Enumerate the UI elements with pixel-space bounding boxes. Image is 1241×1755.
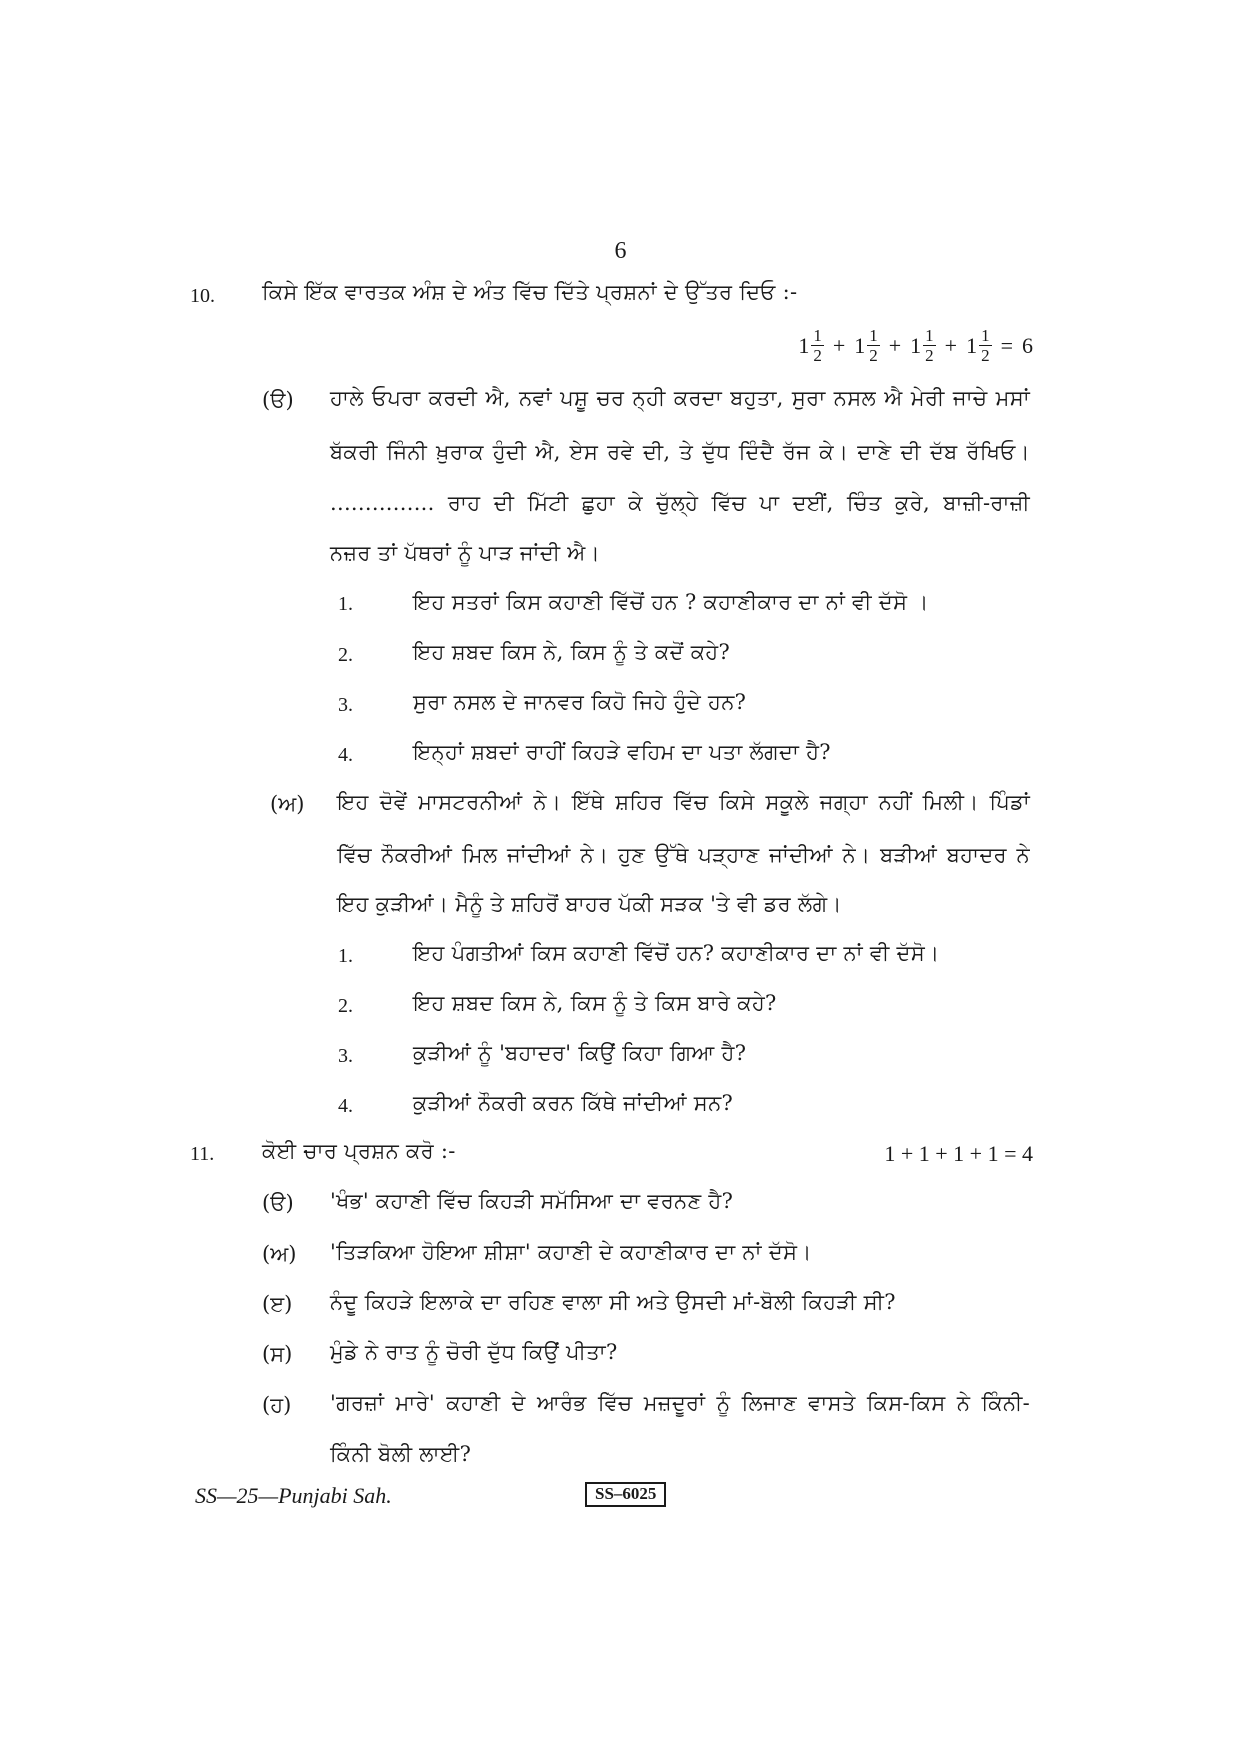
question-11-number: 11. [190, 1143, 215, 1165]
q11-item-e-text: 'ਗਰਜ਼ਾਂ ਮਾਰੇ' ਕਹਾਣੀ ਦੇ ਆਰੰਭ ਵਿੱਚ ਮਜ਼ਦੂਰਾਂ ਨੂੰ ਲਿਜਾਣ ਵਾਸਤੇ ਕਿਸ-ਕਿਸ ਨੇ ਕਿੰਨੀ- [330, 1391, 1030, 1415]
question-10-instruction: ਕਿਸੇ ਇੱਕ ਵਾਰਤਕ ਅੰਸ਼ ਦੇ ਅੰਤ ਵਿੱਚ ਦਿੱਤੇ ਪ੍ਰਸ਼ਨਾਂ ਦੇ ਉੱਤਰ ਦਿਓ :- [262, 280, 798, 304]
passage-b-line-2: ਵਿੱਚ ਨੌਕਰੀਆਂ ਮਿਲ ਜਾਂਦੀਆਂ ਨੇ। ਹੁਣ ਉੱਥੇ ਪੜ੍ਹਾਣ ਜਾਂਦੀਆਂ ਨੇ। ਬੜੀਆਂ ਬਹਾਦਰ ਨੇ [337, 843, 1030, 867]
q11-item-a-text: 'ਖੰਭ' ਕਹਾਣੀ ਵਿੱਚ ਕਿਹੜੀ ਸਮੱਸਿਆ ਦਾ ਵਰਨਣ ਹੈ? [330, 1189, 734, 1213]
q11-item-b-label: (ਅ) [262, 1242, 297, 1266]
footer-code-box: SS–6025 [585, 1482, 666, 1507]
q11-item-e-label: (ਹ) [262, 1393, 292, 1417]
part-a-q4-text: ਇਨ੍ਹਾਂ ਸ਼ਬਦਾਂ ਰਾਹੀਂ ਕਿਹੜੇ ਵਹਿਮ ਦਾ ਪਤਾ ਲੱਗਦਾ ਹੈ? [413, 740, 831, 764]
passage-a-line-1: ਹਾਲੇ ਓਪਰਾ ਕਰਦੀ ਐ, ਨਵਾਂ ਪਸ਼ੂ ਚਰ ਨ੍ਹੀ ਕਰਦਾ ਬਹੁਤਾ, ਸੁਰਾ ਨਸਲ ਐ ਮੇਰੀ ਜਾਚੇ ਮਸਾਂ [330, 386, 1030, 410]
part-a-label: (ੳ) [262, 388, 294, 412]
mixed-fraction: 1 $\frac{1}{2}$ [798, 326, 822, 365]
q11-item-d-label: (ਸ) [262, 1342, 293, 1366]
passage-a-line-2: ਬੱਕਰੀ ਜਿੰਨੀ ਖ਼ੁਰਾਕ ਹੁੰਦੀ ਐ, ਏਸ ਰਵੇ ਦੀ, ਤੇ ਦੁੱਧ ਦਿੰਦੈ ਰੱਜ ਕੇ। ਦਾਣੇ ਦੀ ਦੱਬ ਰੱਖਿਓ। [330, 440, 1030, 464]
part-a-q1-number: 1. [338, 593, 353, 615]
part-a-q3-text: ਸੁਰਾ ਨਸਲ ਦੇ ਜਾਨਵਰ ਕਿਹੋ ਜਿਹੇ ਹੁੰਦੇ ਹਨ? [413, 690, 747, 714]
mixed-fraction: 1 $\frac{1}{2}$ [854, 326, 878, 365]
part-b-q2-number: 2. [338, 995, 353, 1017]
question-10-marks: 1 $\frac{1}{2}$ + 1 $\frac{1}{2}$ + 1 $\frac{1}{2}$ + 1 $\frac{1}{2}$ = 6 [798, 326, 1033, 365]
part-b-q1-number: 1. [338, 945, 353, 967]
q11-item-c-label: (ੲ) [262, 1292, 293, 1316]
q11-item-b-text: 'ਤਿੜਕਿਆ ਹੋਇਆ ਸ਼ੀਸ਼ਾ' ਕਹਾਣੀ ਦੇ ਕਹਾਣੀਕਾਰ ਦਾ ਨਾਂ ਦੱਸੋ। [330, 1240, 812, 1264]
mixed-fraction: 1 $\frac{1}{2}$ [910, 326, 934, 365]
footer-paper-id: SS—25—Punjabi Sah. [195, 1483, 392, 1508]
part-a-q1-text: ਇਹ ਸਤਰਾਂ ਕਿਸ ਕਹਾਣੀ ਵਿੱਚੋਂ ਹਨ ? ਕਹਾਣੀਕਾਰ ਦਾ ਨਾਂ ਵੀ ਦੱਸੋ । [413, 590, 929, 614]
part-a-q2-text: ਇਹ ਸ਼ਬਦ ਕਿਸ ਨੇ, ਕਿਸ ਨੂੰ ਤੇ ਕਦੋਂ ਕਹੇ? [413, 640, 731, 664]
passage-b-line-1: ਇਹ ਦੋਵੇਂ ਮਾਸਟਰਨੀਆਂ ਨੇ। ਇੱਥੇ ਸ਼ਹਿਰ ਵਿੱਚ ਕਿਸੇ ਸਕੂਲੇ ਜਗ੍ਹਾ ਨਹੀਂ ਮਿਲੀ। ਪਿੰਡਾਂ [337, 790, 1030, 814]
mixed-fraction: 1 $\frac{1}{2}$ [966, 326, 990, 365]
question-11-marks: 1 + 1 + 1 + 1 = 4 [884, 1141, 1033, 1166]
q11-item-e-text-cont: ਕਿੰਨੀ ਬੋਲੀ ਲਾਈ? [330, 1442, 472, 1466]
q11-item-d-text: ਮੁੰਡੇ ਨੇ ਰਾਤ ਨੂੰ ਚੋਰੀ ਦੁੱਧ ਕਿਉਂ ਪੀਤਾ? [330, 1340, 618, 1364]
part-b-q2-text: ਇਹ ਸ਼ਬਦ ਕਿਸ ਨੇ, ਕਿਸ ਨੂੰ ਤੇ ਕਿਸ ਬਾਰੇ ਕਹੇ? [413, 991, 777, 1015]
question-10-number: 10. [190, 285, 215, 307]
part-b-q4-number: 4. [338, 1095, 353, 1117]
part-b-q3-text: ਕੁੜੀਆਂ ਨੂੰ 'ਬਹਾਦਰ' ਕਿਉਂ ਕਿਹਾ ਗਿਆ ਹੈ? [413, 1041, 747, 1065]
part-a-q4-number: 4. [338, 744, 353, 766]
passage-a-line-4: ਨਜ਼ਰ ਤਾਂ ਪੱਥਰਾਂ ਨੂੰ ਪਾੜ ਜਾਂਦੀ ਐ। [330, 541, 601, 565]
passage-a-line-3: ............... ਰਾਹ ਦੀ ਮਿੱਟੀ ਛੁਹਾ ਕੇ ਚੁੱਲ੍ਹੇ ਵਿੱਚ ਪਾ ਦਈਂ, ਚਿੰਤ ਕੁਰੇ, ਬਾਜ਼ੀ-ਰਾਜ਼ੀ [330, 491, 1030, 515]
part-b-q3-number: 3. [338, 1045, 353, 1067]
part-b-label: (ਅ) [270, 792, 305, 816]
part-a-q2-number: 2. [338, 644, 353, 666]
passage-b-line-3: ਇਹ ਕੁੜੀਆਂ। ਮੈਨੂੰ ਤੇ ਸ਼ਹਿਰੋਂ ਬਾਹਰ ਪੱਕੀ ਸੜਕ 'ਤੇ ਵੀ ਡਰ ਲੱਗੇ। [337, 892, 842, 916]
part-b-q4-text: ਕੁੜੀਆਂ ਨੌਕਰੀ ਕਰਨ ਕਿੱਥੇ ਜਾਂਦੀਆਂ ਸਨ? [413, 1091, 734, 1115]
part-a-q3-number: 3. [338, 694, 353, 716]
page-number: 6 [614, 238, 627, 264]
question-11-instruction: ਕੋਈ ਚਾਰ ਪ੍ਰਸ਼ਨ ਕਰੋ :- [262, 1139, 456, 1163]
part-b-q1-text: ਇਹ ਪੰਗਤੀਆਂ ਕਿਸ ਕਹਾਣੀ ਵਿੱਚੋਂ ਹਨ? ਕਹਾਣੀਕਾਰ ਦਾ ਨਾਂ ਵੀ ਦੱਸੋ। [413, 941, 940, 965]
q11-item-c-text: ਨੰਦੂ ਕਿਹੜੇ ਇਲਾਕੇ ਦਾ ਰਹਿਣ ਵਾਲਾ ਸੀ ਅਤੇ ਉਸਦੀ ਮਾਂ-ਬੋਲੀ ਕਿਹੜੀ ਸੀ? [330, 1290, 896, 1314]
q11-item-a-label: (ੳ) [262, 1191, 294, 1215]
